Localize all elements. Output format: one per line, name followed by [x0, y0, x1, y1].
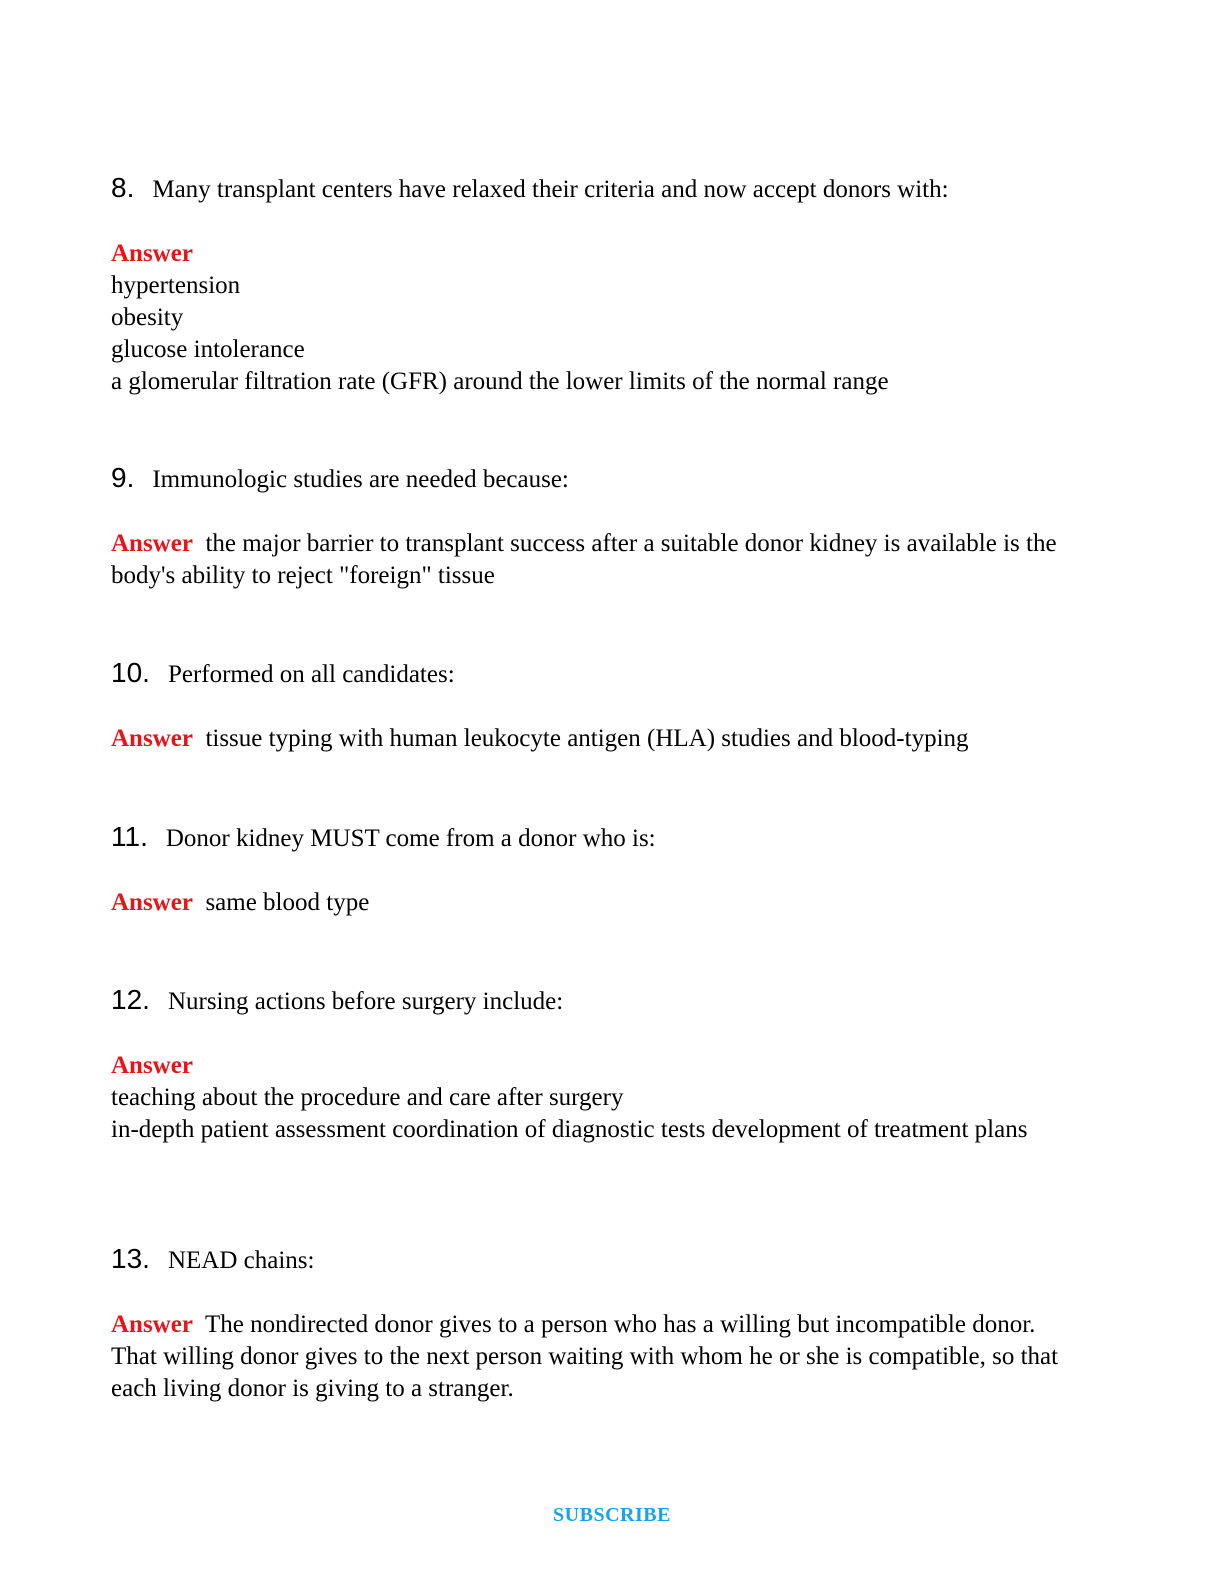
answer-label: Answer — [111, 889, 193, 916]
answer-text: tissue typing with human leukocyte antigen (HLA) studies and blood-typing — [205, 725, 969, 752]
document-page — [111, 0, 1111, 1584]
answer-line: glucose intolerance — [111, 336, 305, 363]
answer-text: The nondirected donor gives to a person who has a willing but incompatible donor. That willing donor gives to the next person waiting with whom he or she is compatible, so that each living donor is giving to a stranger. — [111, 1311, 1059, 1402]
answer-text: the major barrier to transplant success after a suitable donor kidney is available is the body's ability to reject "foreign" tissue — [111, 530, 1057, 589]
question-text: Nursing actions before surgery include: — [167, 988, 564, 1015]
question-header — [111, 172, 1111, 206]
question-number: 9. — [111, 462, 135, 493]
answer-block — [111, 238, 1111, 398]
question-number: 11. — [111, 821, 148, 852]
answer-block — [111, 723, 1111, 755]
question-header — [111, 821, 1111, 855]
question-number: 8. — [111, 172, 135, 203]
answer-block — [111, 1309, 1071, 1405]
question-number: 12. — [111, 984, 150, 1015]
answer-line: a glomerular filtration rate (GFR) around the lower limits of the normal range — [111, 368, 889, 395]
subscribe-link[interactable]: SUBSCRIBE — [553, 1504, 671, 1526]
question-8 — [111, 172, 1111, 398]
question-13 — [111, 1243, 1111, 1405]
answer-block — [111, 528, 1111, 592]
question-text: NEAD chains: — [167, 1247, 315, 1274]
question-number: 13. — [111, 1243, 150, 1274]
answer-label: Answer — [111, 1052, 193, 1079]
answer-block — [111, 887, 1111, 919]
answer-line: obesity — [111, 304, 184, 331]
answer-label: Answer — [111, 530, 193, 557]
question-11 — [111, 821, 1111, 919]
question-header — [111, 984, 1111, 1018]
question-9 — [111, 462, 1111, 592]
question-text: Immunologic studies are needed because: — [152, 466, 569, 493]
answer-label: Answer — [111, 240, 193, 267]
answer-text: same blood type — [205, 889, 370, 916]
question-header — [111, 1243, 1111, 1277]
answer-label: Answer — [111, 1311, 193, 1338]
question-number: 10. — [111, 657, 150, 688]
question-10 — [111, 657, 1111, 755]
answer-block — [111, 1050, 1071, 1146]
answer-label: Answer — [111, 725, 193, 752]
question-header — [111, 462, 1111, 496]
answer-line: hypertension — [111, 272, 241, 299]
question-12 — [111, 984, 1111, 1146]
question-text: Performed on all candidates: — [167, 661, 455, 688]
question-text: Donor kidney MUST come from a donor who is: — [165, 825, 656, 852]
answer-line: teaching about the procedure and care after surgery — [111, 1084, 624, 1111]
answer-line: in-depth patient assessment coordination of diagnostic tests development of treatment plans — [111, 1116, 1028, 1143]
question-header — [111, 657, 1111, 691]
question-text: Many transplant centers have relaxed their criteria and now accept donors with: — [152, 176, 949, 203]
